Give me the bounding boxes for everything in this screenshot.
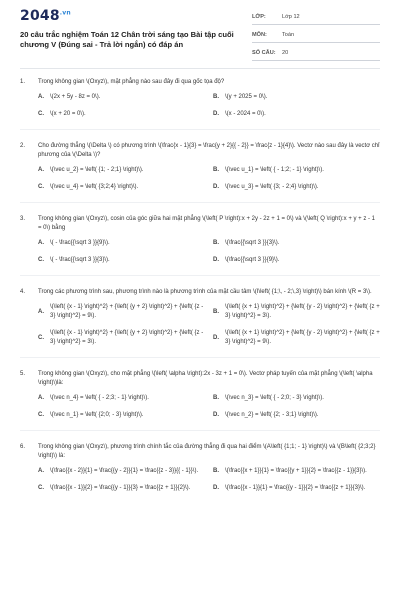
option-b[interactable]: B. \(\left( {x + 1} \right)^2} + {\left( {y - 2} \right)^2} + {\left( {z + 3} \right)^2} = 3\). (213, 304, 380, 319)
option-d[interactable]: D. \(x - 2024 = 0\). (213, 111, 266, 117)
option-a[interactable]: A. \(\vec n_4} = \left( { - 2;3; - 1} \right)\). (38, 395, 149, 401)
question (20, 288, 380, 358)
header-divider (20, 68, 380, 69)
question (20, 370, 380, 431)
option-b[interactable]: B. \(\frac{{x + 1}}{1} = \frac{{y + 1}}{2} = \frac{{z - 1}}{3}\). (213, 468, 367, 474)
question-divider (20, 430, 380, 431)
option-b[interactable]: B. \(y + 2025 = 0\). (213, 94, 268, 100)
question-number: 1. (20, 79, 26, 85)
question-text: Trong không gian \(Oxyz\), mặt phẳng nào sau đây đi qua gốc tọa độ? (38, 79, 225, 85)
meta-class: LỚP: Lớp 12 (252, 10, 380, 25)
option-c[interactable]: C. \(x + 20 = 0\). (38, 111, 86, 117)
meta-subject: MÔN: Toán (252, 28, 380, 43)
option-b[interactable]: B. \(\vec n_3} = \left( { - 2;0; - 3} \right)\). (213, 395, 324, 401)
question-text: Trong không gian \(Oxyz\), cho mặt phẳng \(\left( \alpha \right):2x - 3z + 1 = 0\). Vectơ pháp tuyến của mặt phẳng \(\left( \alpha \right)\)là: (38, 371, 373, 386)
question-text: Trong không gian \(Oxyz\), cosin của góc giữa hai mặt phẳng \(\left( P \right):x + 2y - 2z + 1 = 0\) và \(\left( Q \right):x + y + z - 1 = 0\) bằng (38, 216, 375, 231)
question-divider (20, 129, 380, 130)
option-a[interactable]: A. \( - \frac{{\sqrt 3 }}{9}\). (38, 240, 110, 246)
option-c[interactable]: C. \(\vec u_4} = \left( {3;2;4} \right)\). (38, 184, 139, 190)
option-c[interactable]: C. \(\frac{{x - 1}}{2} = \frac{{y - 1}}{3} = \frac{{z + 1}}{2}\). (38, 485, 191, 491)
question-text: Trong không gian \(Oxyz\), phương trình chính tắc của đường thẳng đi qua hai điểm \(A\left( {1;1; - 1} \right)\) và \(B\left( {2;3;2} \right)\) là: (38, 444, 376, 459)
logo-text: 2048 (20, 8, 60, 24)
question (20, 443, 380, 493)
option-d[interactable]: D. \(\frac{{x - 1}}{1} = \frac{{y - 1}}{2} = \frac{{z + 1}}{3}\). (213, 485, 366, 491)
option-d[interactable]: D. \(\vec n_2} = \left( {2; - 3;1} \right)\). (213, 412, 319, 418)
option-a[interactable]: A. \(\frac{{x - 2}}{1} = \frac{{y - 2}}{1} = \frac{{z - 3}}{{ - 1}}\). (38, 468, 199, 474)
question-number: 4. (20, 289, 26, 295)
question-number: 6. (20, 444, 26, 450)
option-a[interactable]: A. \(\vec u_2} = \left( {1; - 2;1} \right)\). (38, 167, 144, 173)
option-a[interactable]: A. \(\left( {x - 1} \right)^2} + {\left( {y + 2} \right)^2} + {\left( {z - 3} \right)^2} = 9\). (38, 304, 204, 319)
question-text: Cho đường thẳng \(\Delta \) có phương trình \(\frac{x - 1}{3} = \frac{y + 2}{{ - 2}} = \frac{z - 1}{4}\). Vectơ nào sau đây là vectơ chỉ phương của \(\Delta \)? (38, 143, 380, 158)
question-text: Trong các phương trình sau, phương trình nào là phương trình của mặt cầu tâm \(I\left( {1;\, - 2;\,3} \right)\) bán kính \(R = 3\). (38, 289, 372, 295)
question (20, 215, 380, 276)
question (20, 78, 380, 130)
question (20, 142, 380, 203)
option-c[interactable]: C. \( - \frac{{\sqrt 3 }}{3}\). (38, 257, 110, 263)
question-number: 3. (20, 216, 26, 222)
question-number: 2. (20, 143, 26, 149)
logo[interactable] (20, 8, 71, 24)
option-b[interactable]: B. \(\frac{{\sqrt 3 }}{3}\). (213, 240, 280, 246)
logo-domain: .vn (59, 9, 71, 17)
meta-panel (252, 10, 380, 64)
option-c[interactable]: C. \(\vec n_1} = \left( {2;0; - 3} \right)\). (38, 412, 144, 418)
option-d[interactable]: D. \(\vec u_3} = \left( {3; - 2;4} \right)\). (213, 184, 319, 190)
question-divider (20, 202, 380, 203)
question-number: 5. (20, 371, 26, 377)
option-d[interactable]: D. \(\left( {x + 1} \right)^2} + {\left( {y - 2} \right)^2} + {\left( {z + 3} \right)^2} = 9\). (213, 330, 380, 345)
question-divider (20, 357, 380, 358)
page-title: 20 câu trắc nghiệm Toán 12 Chân trời sáng tạo Bài tập cuối chương V (Đúng sai - Trả lời ngắn) có đáp án (20, 30, 234, 49)
option-b[interactable]: B. \(\vec u_1} = \left( { - 1;2; - 1} \right)\). (213, 167, 324, 173)
option-c[interactable]: C. \(\left( {x - 1} \right)^2} + {\left( {y + 2} \right)^2} + {\left( {z - 3} \right)^2} = 3\). (38, 330, 204, 345)
question-list (20, 78, 380, 505)
option-a[interactable]: A. \(2x + 5y - 8z = 0\). (38, 94, 101, 100)
question-divider (20, 275, 380, 276)
option-d[interactable]: D. \(\frac{{\sqrt 3 }}{9}\). (213, 257, 280, 263)
meta-count: SỐ CÂU: 20 (252, 46, 380, 61)
header (0, 0, 400, 64)
